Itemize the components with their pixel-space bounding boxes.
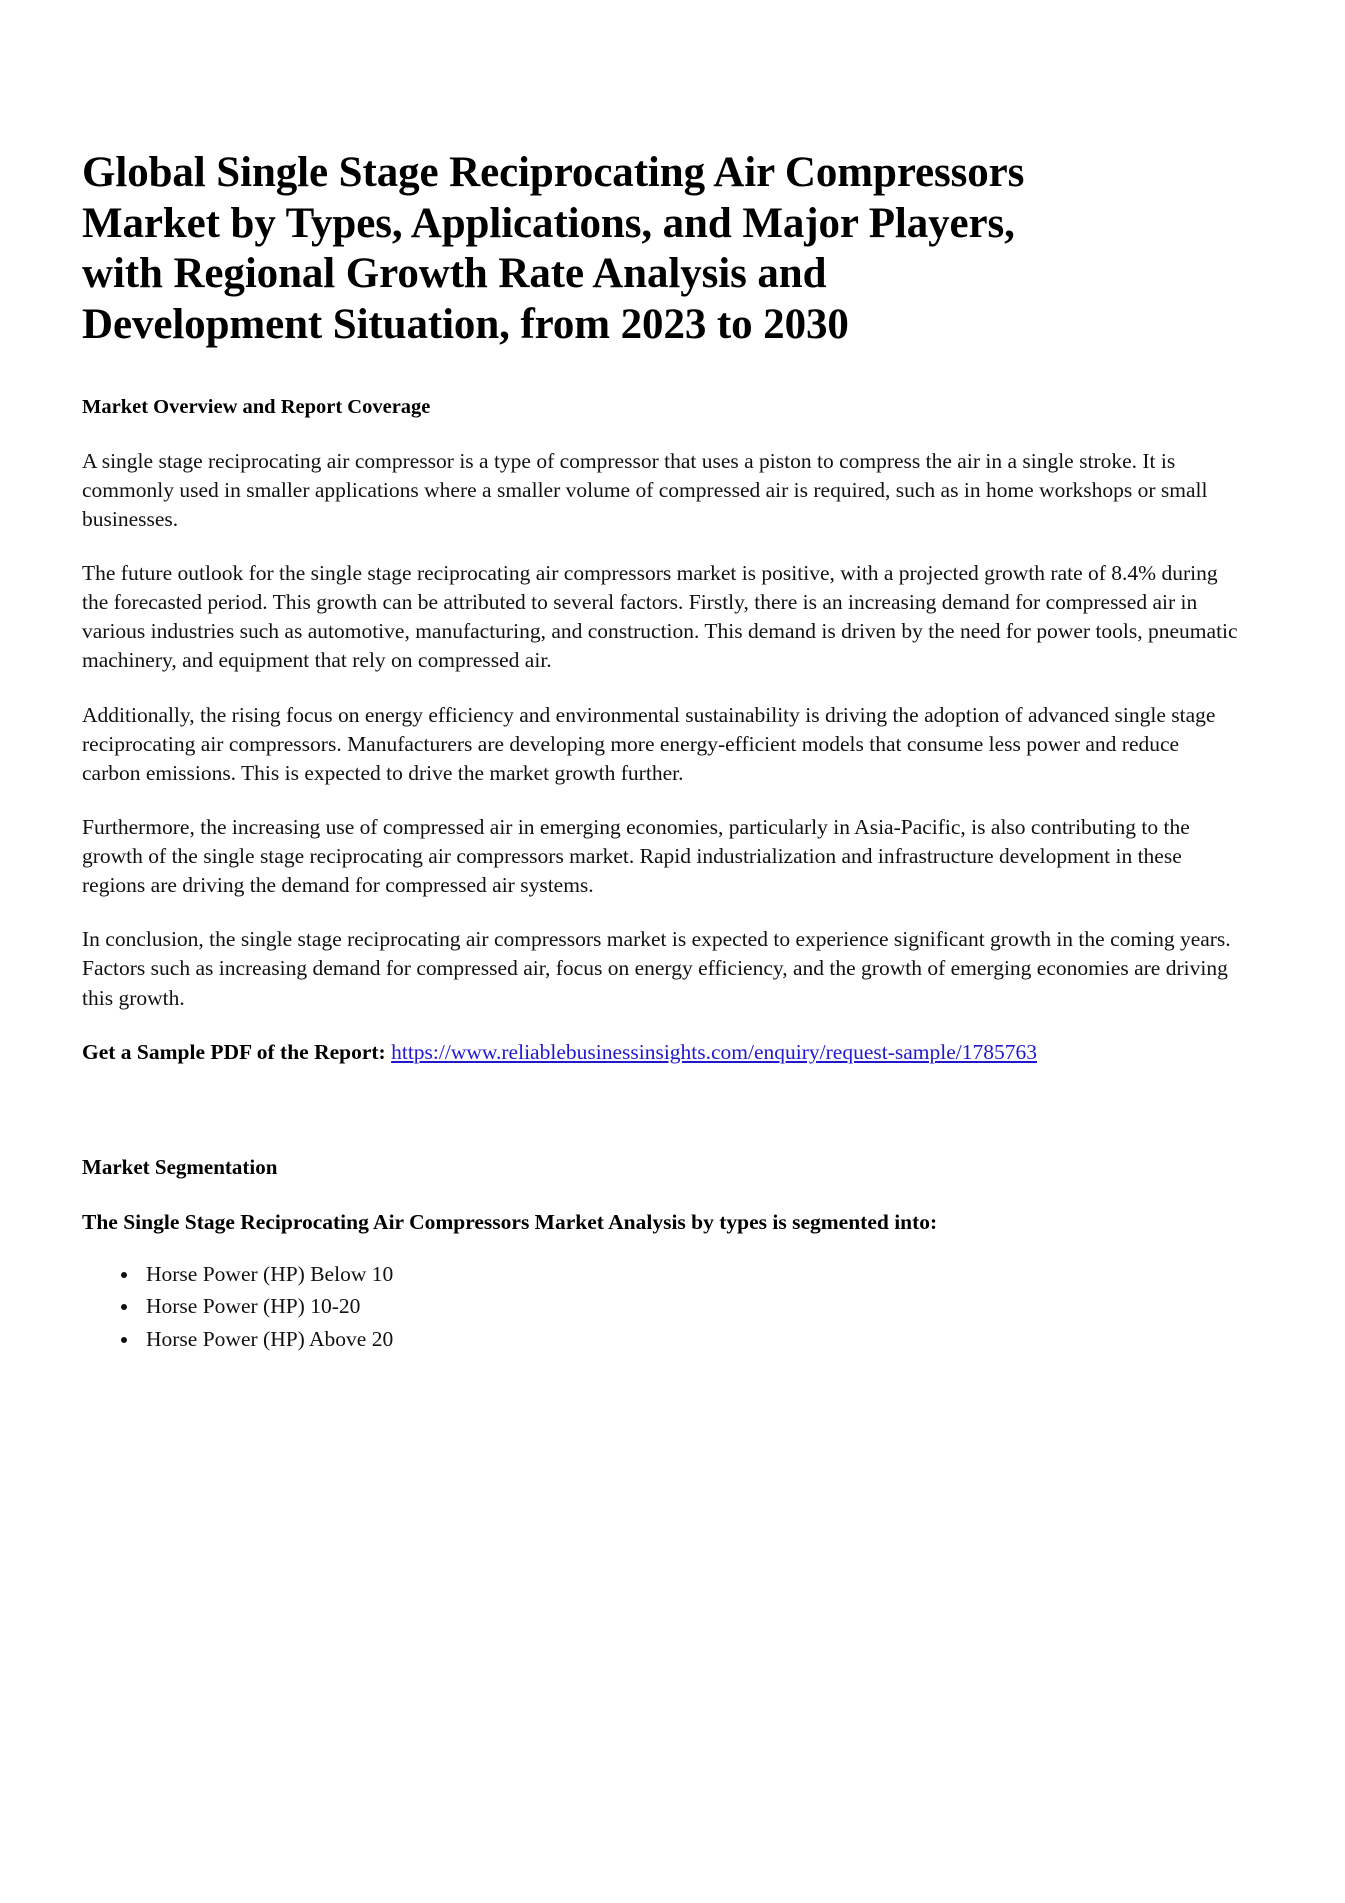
section-heading-market-segmentation: Market Segmentation: [82, 1154, 278, 1179]
paragraph-emerging-economies: Furthermore, the increasing use of compressed air in emerging economies, particularly in Asia-Pacific, is also contributing to the growth of the single stage reciprocating air compressors market. Rapid industrialization and infrastructure development in these regions are driving the demand for compressed air systems.: [82, 814, 1190, 898]
sample-pdf-label: Get a Sample PDF of the Report:: [82, 1039, 386, 1064]
spacer: [82, 1092, 1241, 1154]
section-heading-market-overview: Market Overview and Report Coverage: [82, 396, 431, 419]
list-item: • Horse Power (HP) Above 20: [140, 1325, 1241, 1354]
paragraph-future-outlook: The future outlook for the single stage reciprocating air compressors market is positive, with a projected growth rate of 8.4% during the forecasted period. This growth can be attributed to several factors. Firstly, there is an increasing demand for compressed air in various industries such as automotive, manufacturing, and construction. This demand is driven by the need for power tools, pneumatic machinery, and equipment that rely on compressed air.: [82, 561, 1238, 673]
paragraph-definition: A single stage reciprocating air compressor is a type of compressor that uses a piston to compress the air in a single stroke. It is commonly used in smaller applications where a smaller volume of compressed air is required, such as in home workshops or small businesses.: [82, 448, 1208, 531]
segmentation-types-list: [82, 1260, 1241, 1354]
sample-pdf-link[interactable]: https://www.reliablebusinessinsights.com/enquiry/request-sample/1785763: [391, 1039, 1038, 1064]
segmentation-types-subheading: The Single Stage Reciprocating Air Compressors Market Analysis by types is segmented into:: [82, 1210, 938, 1235]
list-item: • Horse Power (HP) 10-20: [140, 1292, 1241, 1321]
page-title: Global Single Stage Reciprocating Air Compressors Market by Types, Applications, and Major Players, with Regional Growth Rate Analysis and Development Situation, from 2023 to 2030: [82, 149, 1025, 348]
sample-pdf-line: [82, 1038, 1241, 1067]
paragraph-conclusion: In conclusion, the single stage reciprocating air compressors market is expected to experience significant growth in the coming years. Factors such as increasing demand for compressed air, focus on energy efficiency, and the growth of emerging economies are driving this growth.: [82, 927, 1231, 1010]
paragraph-energy-efficiency: Additionally, the rising focus on energy efficiency and environmental sustainability is driving the adoption of advanced single stage reciprocating air compressors. Manufacturers are developing more energy-efficient models that consume less power and reduce carbon emissions. This is expected to drive the market growth further.: [82, 702, 1216, 785]
list-item: • Horse Power (HP) Below 10: [140, 1260, 1241, 1289]
